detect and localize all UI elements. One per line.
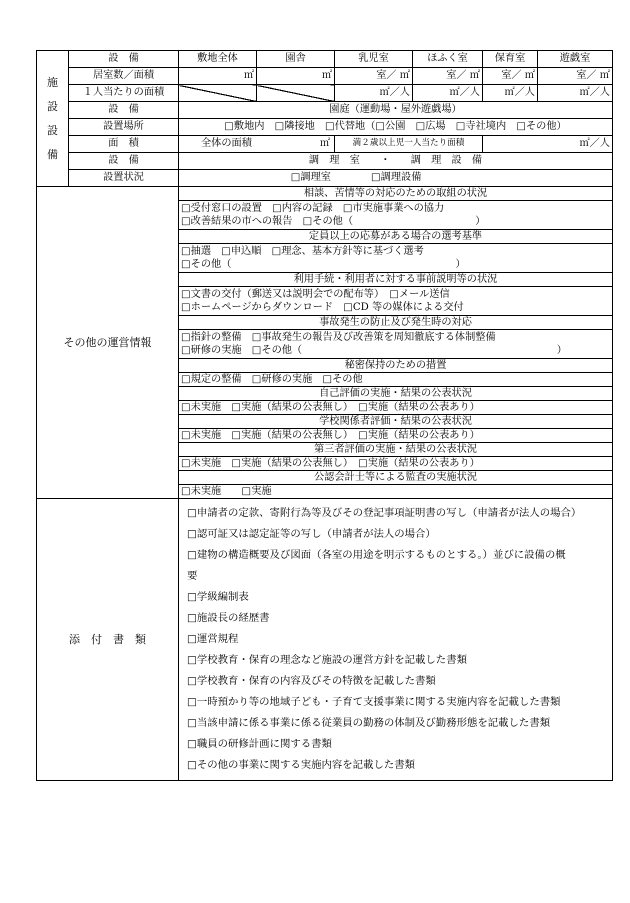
- kitchen-equipment-checkbox[interactable]: □調理設備: [371, 172, 422, 184]
- col-site: 敷地全体: [179, 51, 257, 68]
- attachment-item[interactable]: □建物の構造概要及び図面（各室の用途を明示するものとする。）並びに設備の概: [187, 549, 566, 561]
- col-building: 園舎: [257, 51, 335, 68]
- ops-group-options[interactable]: □規定の整備 □研修の実施 □その他: [179, 373, 613, 387]
- crawling-per-person-field[interactable]: ㎡／人: [413, 85, 483, 102]
- ops-group-options[interactable]: □抽選 □申込順 □理念、基本方針等に基づく選考 □その他（ ）: [179, 244, 613, 273]
- yard-location-options[interactable]: □敷地内 □隣接地 □代替地（□公園 □広場 □寺社境内 □その他）: [179, 119, 613, 136]
- facility-section-label: 施 設 設 備: [37, 51, 69, 187]
- attachment-item-continued: 要: [187, 570, 198, 582]
- ops-group-options[interactable]: □未実施 □実施（結果の公表無し） □実施（結果の公表あり）: [179, 401, 613, 415]
- ops-group-options[interactable]: □指針の整備 □事故発生の報告及び改善策を周知徹底する体制整備 □研修の実施 □その他（ ）: [179, 330, 613, 359]
- ops-group-title: 相談、苦情等の対応のための取組の状況: [179, 187, 613, 201]
- ops-group-options[interactable]: □未実施 □実施（結果の公表無し） □実施（結果の公表あり）: [179, 457, 613, 471]
- attachment-item[interactable]: □職員の研修計画に関する書類: [187, 738, 332, 750]
- ops-group-title: 公認会計士等による監査の実施状況: [179, 471, 613, 485]
- site-area-field[interactable]: ㎡: [179, 68, 257, 85]
- attachment-item[interactable]: □学級編制表: [187, 591, 249, 603]
- yard-equipment-label: 設 備: [69, 102, 179, 119]
- attachment-item[interactable]: □その他の事業に関する実施内容を記載した書類: [187, 759, 416, 771]
- attachment-item[interactable]: □学校教育・保育の理念など施設の運営方針を記載した書類: [187, 654, 467, 666]
- diagonal-cell: [257, 85, 335, 102]
- attachment-item[interactable]: □一時預かり等の地域子ども・子育て支援事業に関する実施内容を記載した書類: [187, 696, 561, 708]
- application-form-table: [36, 50, 613, 781]
- yard-title: 園庭（運動場・屋外遊戯場）: [179, 102, 613, 119]
- yard-area-label: 面 積: [69, 136, 179, 153]
- play-room-field[interactable]: 室／ ㎡: [538, 68, 613, 85]
- col-nursery-room: 保育室: [483, 51, 538, 68]
- total-area-label: 全体の面積: [201, 138, 252, 150]
- infant-room-field[interactable]: 室／ ㎡: [335, 68, 413, 85]
- play-per-person-field[interactable]: ㎡／人: [538, 85, 613, 102]
- ops-group-title: 秘密保持のための措置: [179, 359, 613, 373]
- attachment-item[interactable]: □当該申請に係る事業に係る従業員の勤務の体制及び勤務形態を記載した書類: [187, 717, 551, 729]
- yard-location-label: 設置場所: [69, 119, 179, 136]
- per-child-area-field[interactable]: ㎡／人: [483, 136, 613, 153]
- per-person-area-label: １人当たりの面積: [69, 85, 179, 102]
- infant-per-person-field[interactable]: ㎡／人: [335, 85, 413, 102]
- ops-group-title: 自己評価の実施・結果の公表状況: [179, 387, 613, 401]
- rooms-area-label: 居室数／面積: [69, 68, 179, 85]
- attachment-item[interactable]: □学校教育・保育の内容及びその特徴を記載した書類: [187, 675, 436, 687]
- ops-group-options[interactable]: □受付窓口の設置 □内容の記録 □市実施事業への協力 □改善結果の市への報告 □その他（ ）: [179, 201, 613, 230]
- ops-group-options[interactable]: □未実施 □実施（結果の公表無し） □実施（結果の公表あり）: [179, 429, 613, 443]
- ops-group-options[interactable]: □未実施 □実施: [179, 485, 613, 499]
- nursery-room-field[interactable]: 室／ ㎡: [483, 68, 538, 85]
- col-crawling-room: ほふく室: [413, 51, 483, 68]
- kitchen-status-options[interactable]: [179, 170, 613, 187]
- yard-total-area-field[interactable]: [179, 136, 335, 153]
- col-infant-room: 乳児室: [335, 51, 413, 68]
- attachment-item[interactable]: □申請者の定款、寄附行為等及びその登記事項証明書の写し（申請者が法人の場合）: [187, 507, 582, 519]
- ops-group-title: 第三者評価の実施・結果の公表状況: [179, 443, 613, 457]
- facility-header-label: 設 備: [69, 51, 179, 68]
- ops-group-title: 定員以上の応募がある場合の選考基準: [179, 230, 613, 244]
- ops-group-title: 利用手続・利用者に対する事前説明等の状況: [179, 273, 613, 287]
- attachment-item[interactable]: □運営規程: [187, 633, 239, 645]
- ops-section-label: その他の運営情報: [37, 187, 179, 499]
- attachments-section-label: 添 付 書 類: [37, 499, 179, 781]
- ops-group-title: 事故発生の防止及び発生時の対応: [179, 316, 613, 330]
- ops-group-options[interactable]: □文書の交付（郵送又は説明会での配布等） □メール送信 □ホームページからダウンロード □CD 等の媒体による交付: [179, 287, 613, 316]
- kitchen-status-label: 設置状況: [69, 170, 179, 187]
- col-play-room: 遊戯室: [538, 51, 613, 68]
- kitchen-title: 調 理 室 ・ 調 理 設 備: [179, 153, 613, 170]
- building-area-field[interactable]: ㎡: [257, 68, 335, 85]
- kitchen-room-checkbox[interactable]: □調理室: [290, 172, 331, 184]
- ops-group-title: 学校関係者評価・結果の公表状況: [179, 415, 613, 429]
- kitchen-equipment-label: 設 備: [69, 153, 179, 170]
- nursery-per-person-field[interactable]: ㎡／人: [483, 85, 538, 102]
- attachment-item[interactable]: □施設長の経歴書: [187, 612, 270, 624]
- crawling-room-field[interactable]: 室／ ㎡: [413, 68, 483, 85]
- attachment-item[interactable]: □認可証又は認定証等の写し（申請者が法人の場合）: [187, 528, 436, 540]
- diagonal-cell: [179, 85, 257, 102]
- per-child-area-label: 満２歳以上児一人当たり面積: [335, 136, 483, 153]
- total-area-unit: ㎡: [319, 138, 330, 150]
- attachments-list[interactable]: [179, 499, 613, 781]
